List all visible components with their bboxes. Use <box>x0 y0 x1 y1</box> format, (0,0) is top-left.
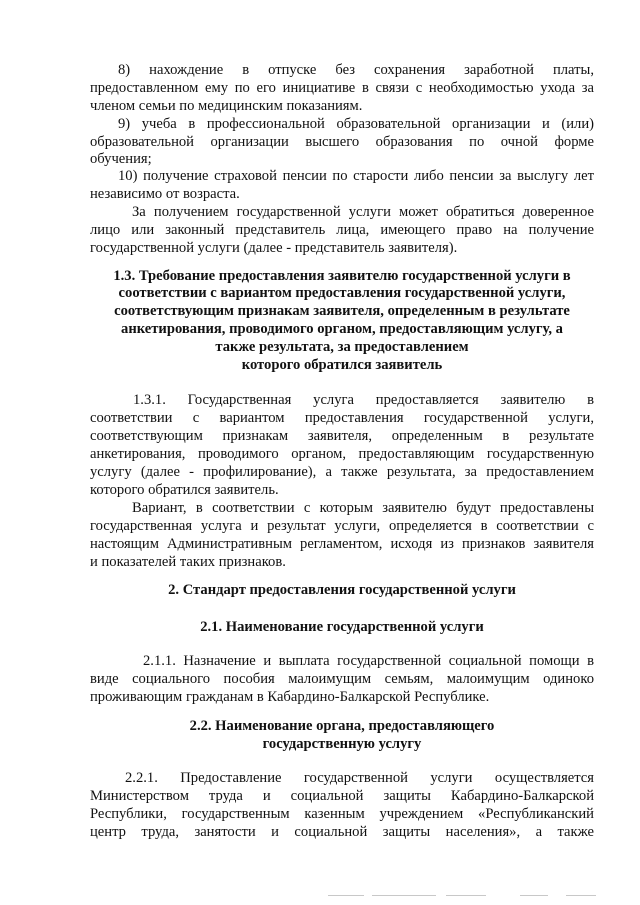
section-heading-2-1: 2.1. Наименование государственной услуги <box>200 619 484 635</box>
section-heading-1-3: 1.3. Требование предоставления заявителю государственной услуги в <box>113 268 571 284</box>
text-line: предоставленном ему по его инициативе в связи с необходимостью ухода за <box>90 80 594 96</box>
paragraph-first-line: Вариант, в соответствии с которым заявителю будут предоставлены <box>132 500 594 516</box>
section-heading-line: также результата, за предоставлением <box>215 339 469 355</box>
paragraph-first-line: 2.1.1. Назначение и выплата государственной социальной помощи в <box>143 653 594 669</box>
text-line: соответствии с вариантом предоставления государственной услуги, <box>90 410 594 426</box>
section-heading-2-2: 2.2. Наименование органа, предоставляющего <box>189 718 495 734</box>
list-item-9: 9) учеба в профессиональной образовательной организации и (или) <box>118 116 594 132</box>
text-line: анкетирования, проводимого органом, предоставляющим государственную <box>90 446 594 462</box>
paragraph-first-line: За получением государственной услуги может обратиться доверенное <box>132 204 594 220</box>
text-line: виде социального пособия малоимущим семьям, малоимущим одиноко <box>90 671 594 687</box>
scan-artifact-line <box>372 895 436 896</box>
text-line: услугу (далее - профилирование), а также результата, за предоставлением <box>90 464 594 480</box>
text-line: лицо или законный представитель лица, имеющего право на получение <box>90 222 594 238</box>
text-line: Республики, государственным казенным учреждением «Республиканский <box>90 806 594 822</box>
text-line: государственной услуги (далее - представитель заявителя). <box>90 240 458 256</box>
text-line: и показателей таких признаков. <box>90 554 286 570</box>
section-heading-line: соответствии с вариантом предоставления государственной услуги, <box>118 285 566 301</box>
section-heading-line: соответствующим признакам заявителя, определенным в результате <box>114 303 570 319</box>
text-line: соответствующим признакам заявителя, определенным в результате <box>90 428 594 444</box>
paragraph-first-line: 2.2.1. Предоставление государственной услуги осуществляется <box>125 770 594 786</box>
text-line: настоящим Административным регламентом, исходя из признаков заявителя <box>90 536 594 552</box>
section-heading-line: анкетирования, проводимого органом, предоставляющим услугу, а <box>121 321 563 337</box>
text-line: независимо от возраста. <box>90 186 240 202</box>
list-item-8: 8) нахождение в отпуске без сохранения заработной платы, <box>118 62 594 78</box>
scan-artifact-line <box>520 895 548 896</box>
text-line: государственная услуга и результат услуги, определяется в соответствии с <box>90 518 594 534</box>
text-line: образовательной организации высшего образования по очной форме <box>90 134 594 150</box>
text-line: обучения; <box>90 151 152 167</box>
scan-artifact-line <box>566 895 596 896</box>
section-heading-line: государственную услугу <box>262 736 422 752</box>
text-line: центр труда, занятости и социальной защиты населения», а также <box>90 824 594 840</box>
text-line: которого обратился заявитель. <box>90 482 279 498</box>
text-line: членом семьи по медицинским показаниям. <box>90 98 363 114</box>
text-line: проживающим гражданам в Кабардино-Балкарской Республике. <box>90 689 490 705</box>
scan-artifact-line <box>328 895 364 896</box>
section-heading-line: которого обратился заявитель <box>241 357 443 373</box>
paragraph-first-line: 1.3.1. Государственная услуга предоставляется заявителю в <box>133 392 594 408</box>
section-heading-2: 2. Стандарт предоставления государственной услуги <box>168 582 516 598</box>
scan-artifact-line <box>446 895 486 896</box>
list-item-10: 10) получение страховой пенсии по старости либо пенсии за выслугу лет <box>118 168 594 184</box>
text-line: Министерством труда и социальной защиты Кабардино-Балкарской <box>90 788 594 804</box>
